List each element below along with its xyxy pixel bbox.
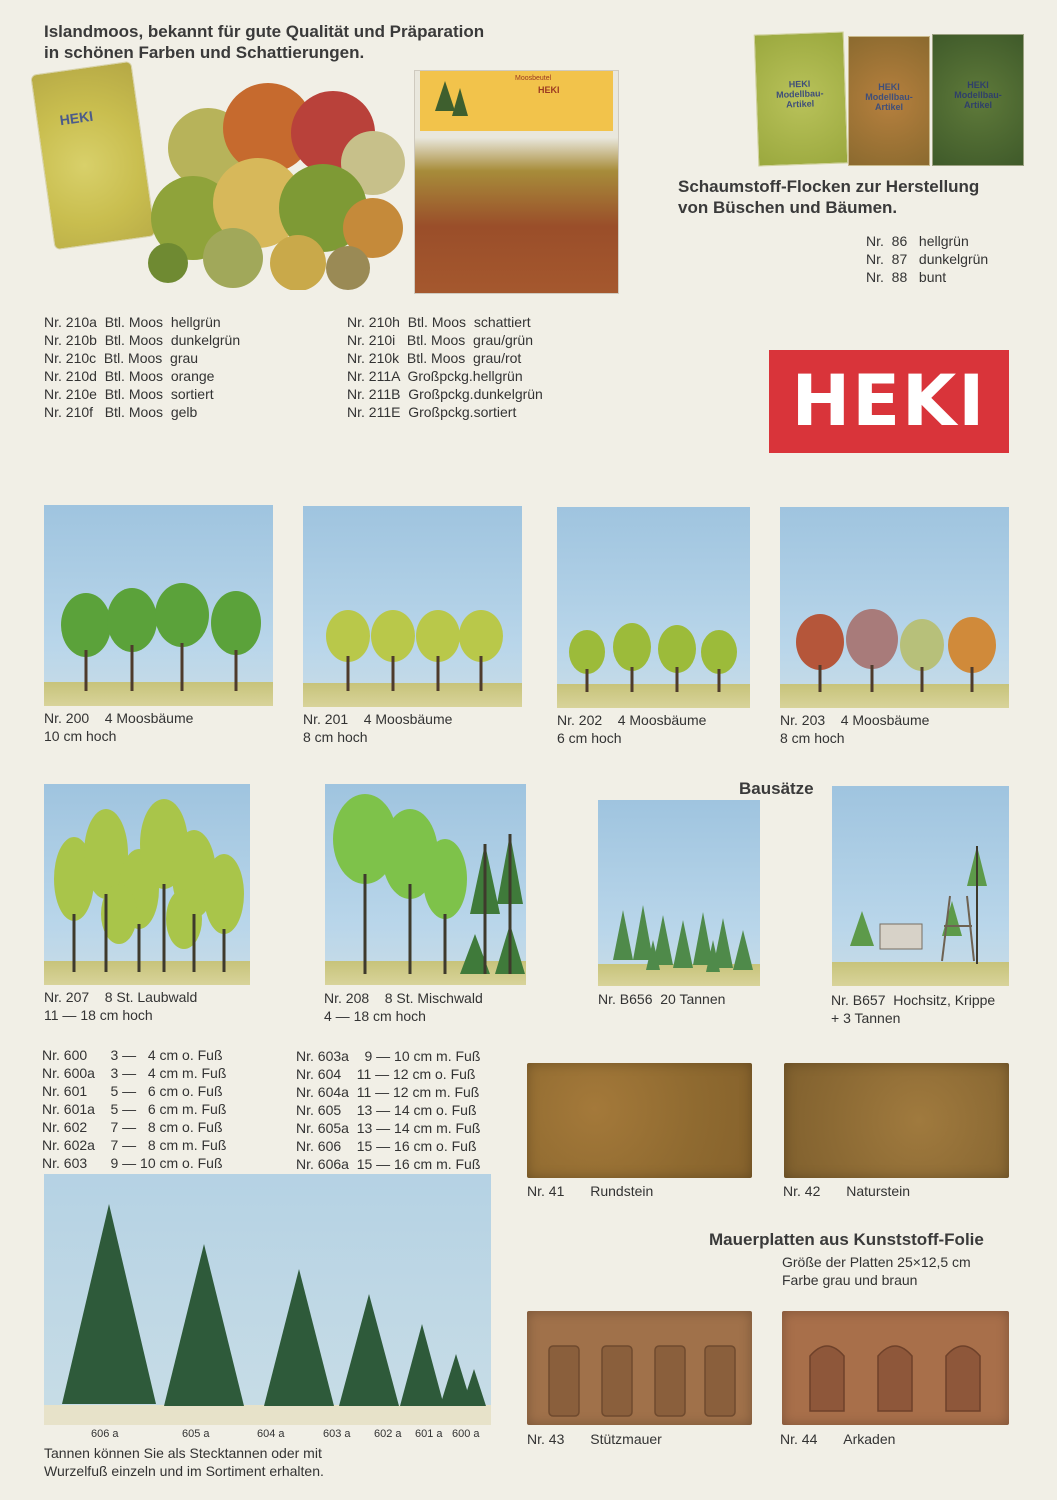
moss-large-bag-title: Moosbeutel [515,75,552,82]
list-item: Nr. 210h Btl. Moos schattiert [347,314,531,330]
list-item: Nr. 605 13 — 14 cm o. Fuß [296,1102,477,1118]
list-item: Nr. 603 9 — 10 cm o. Fuß [42,1155,223,1171]
list-item: Nr. 210b Btl. Moos dunkelgrün [44,332,241,348]
flocken-line-1: Schaumstoff-Flocken zur Herstellung [678,177,980,196]
product-photo-207 [44,784,250,985]
wall-panel-42 [784,1063,1009,1178]
list-item: Nr. 210f Btl. Moos gelb [44,404,198,420]
list-item: Nr. 602a 7 — 8 cm m. Fuß [42,1137,227,1153]
intro-line-2: in schönen Farben und Schattierungen. [44,43,365,62]
caption-line: Nr. 203 4 Moosbäume [780,712,930,728]
flocken-bag-light-label: HEKI Modellbau-Artikel [775,78,824,110]
intro-heading [44,21,484,63]
caption-line: 11 — 18 cm hoch [44,1007,153,1023]
moss-large-bag-header [420,71,613,131]
caption-201 [303,710,452,746]
wall-panel-43 [527,1311,752,1425]
wall-panel-44 [782,1311,1009,1425]
caption-line: 6 cm hoch [557,730,622,746]
caption-202 [557,711,706,747]
list-item: Nr. 86 hellgrün [866,233,969,249]
caption-line: Nr. 208 8 St. Mischwald [324,990,483,1006]
list-item: Nr. 603a 9 — 10 cm m. Fuß [296,1048,481,1064]
list-item: Nr. 606a 15 — 16 cm m. Fuß [296,1156,481,1172]
size-label: 605 a [182,1428,210,1440]
mauer-info [782,1253,971,1289]
caption-200 [44,709,193,745]
caption-line: Nr. B656 20 Tannen [598,991,726,1007]
moss-large-bag-image [414,70,619,294]
product-photo-208 [325,784,526,985]
pine-logo-icon [430,76,470,126]
wall-number: Nr. 42 [783,1183,821,1199]
moos-list-right [347,313,543,421]
product-photo-200 [44,505,273,706]
caption-b657 [831,991,995,1027]
wall-name: Stützmauer [590,1431,662,1447]
list-item: Nr. 211E Großpckg.sortiert [347,404,517,420]
size-label: 603 a [323,1428,351,1440]
caption-line: Nr. 202 4 Moosbäume [557,712,707,728]
moos-list-left [44,313,240,421]
list-item: Nr. 604 11 — 12 cm o. Fuß [296,1066,476,1082]
caption-line: + 3 Tannen [831,1010,901,1026]
note-line: Tannen können Sie als Stecktannen oder mit [44,1445,322,1461]
size-label: 600 a [452,1428,480,1440]
tannen-list-left [42,1046,226,1172]
caption-203 [780,711,929,747]
caption-line: Nr. 207 8 St. Laubwald [44,989,198,1005]
size-label: 604 a [257,1428,285,1440]
caption-line: Nr. 201 4 Moosbäume [303,711,453,727]
product-photo-b657 [832,786,1009,986]
caption-208 [324,989,483,1025]
caption-line: 10 cm hoch [44,728,117,744]
intro-line-1: Islandmoos, bekannt für gute Qualität und Präparation [44,22,485,41]
size-label: 601 a [415,1428,443,1440]
list-item: Nr. 210k Btl. Moos grau/rot [347,350,522,366]
wall-caption-42 [783,1183,910,1199]
list-item: Nr. 601 5 — 6 cm o. Fuß [42,1083,223,1099]
moss-bag-small-label: HEKI [58,107,95,129]
size-label: 602 a [374,1428,402,1440]
product-photo-202 [557,507,750,708]
tannen-note [44,1444,324,1480]
flocken-bag-dark-label: HEKI Modellbau-Artikel [865,82,913,112]
list-item: Nr. 211A Großpckg.hellgrün [347,368,523,384]
caption-b656 [598,990,725,1008]
wall-number: Nr. 44 [780,1431,818,1447]
tannen-size-labels [44,1428,491,1442]
wall-name: Rundstein [590,1183,654,1199]
list-item: Nr. 210a Btl. Moos hellgrün [44,314,221,330]
wall-caption-43 [527,1431,662,1447]
list-item: Nr. 210c Btl. Moos grau [44,350,199,366]
list-item: Nr. 87 dunkelgrün [866,251,989,267]
wall-caption-44 [780,1431,895,1447]
list-item: Nr. 210e Btl. Moos sortiert [44,386,214,402]
caption-line: 8 cm hoch [303,729,368,745]
caption-line: Nr. B657 Hochsitz, Krippe [831,992,996,1008]
note-line: Wurzelfuß einzeln und im Sortiment erhalten. [44,1463,324,1479]
bausaetze-heading: Bausätze [739,779,814,798]
wall-caption-41 [527,1183,653,1199]
tannen-photo [44,1174,491,1425]
caption-line: Nr. 200 4 Moosbäume [44,710,194,726]
list-item: Nr. 211B Großpckg.dunkelgrün [347,386,543,402]
moss-bag-small-image [30,61,156,250]
mauer-heading: Mauerplatten aus Kunststoff-Folie [709,1230,984,1249]
flocken-bag-light-image [754,31,849,166]
flocken-line-2: von Büschen und Bäumen. [678,198,898,217]
mauer-info-line: Größe der Platten 25×12,5 cm [782,1254,971,1270]
flocken-bag-mixed-label: HEKI Modellbau-Artikel [954,80,1002,110]
list-item: Nr. 210i Btl. Moos grau/grün [347,332,533,348]
wall-number: Nr. 41 [527,1183,565,1199]
list-item: Nr. 604a 11 — 12 cm m. Fuß [296,1084,480,1100]
size-label: 606 a [91,1428,119,1440]
list-item: Nr. 600 3 — 4 cm o. Fuß [42,1047,223,1063]
tannen-list-right [296,1047,480,1173]
flocken-bag-dark-image [848,36,930,166]
flocken-heading [678,176,979,218]
wall-name: Arkaden [843,1431,896,1447]
moss-large-bag-brand: HEKI [538,85,560,95]
caption-line: 4 — 18 cm hoch [324,1008,426,1024]
list-item: Nr. 600a 3 — 4 cm m. Fuß [42,1065,227,1081]
wall-panel-41 [527,1063,752,1178]
list-item: Nr. 606 15 — 16 cm o. Fuß [296,1138,477,1154]
list-item: Nr. 601a 5 — 6 cm m. Fuß [42,1101,227,1117]
heki-logo: HEKI [769,350,1009,453]
moss-pile-image [148,68,408,290]
wall-number: Nr. 43 [527,1431,565,1447]
wall-name: Naturstein [846,1183,911,1199]
mauer-info-line: Farbe grau und braun [782,1272,918,1288]
product-photo-b656 [598,800,760,986]
list-item: Nr. 602 7 — 8 cm o. Fuß [42,1119,223,1135]
product-photo-201 [303,506,522,707]
product-photo-203 [780,507,1009,708]
list-item: Nr. 88 bunt [866,269,947,285]
list-item: Nr. 605a 13 — 14 cm m. Fuß [296,1120,481,1136]
caption-line: 8 cm hoch [780,730,845,746]
list-item: Nr. 210d Btl. Moos orange [44,368,215,384]
flocken-bag-mixed-image [932,34,1024,166]
caption-207 [44,988,197,1024]
flocken-list [866,232,988,286]
